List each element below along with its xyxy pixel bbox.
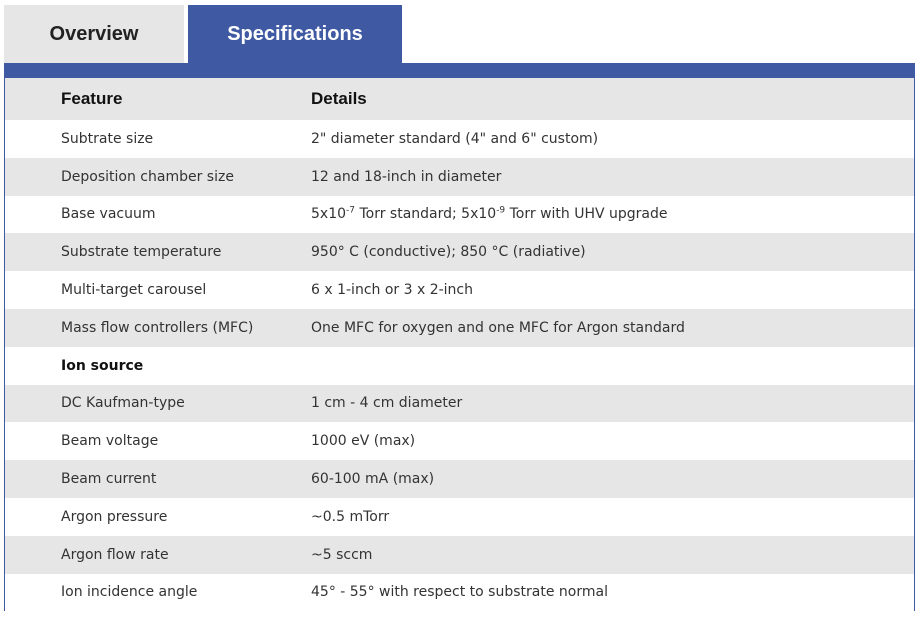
details-cell [311,196,914,234]
details-text: Torr with UHV upgrade [505,206,668,223]
table-row [5,385,914,423]
details-cell: 2" diameter standard (4" and 6" custom) [311,130,599,147]
exponent: -9 [496,205,506,216]
details-cell: 60-100 mA (max) [311,471,435,488]
details-cell: ~5 sccm [311,546,373,563]
table-row [5,574,914,612]
details-cell: ~0.5 mTorr [311,508,390,525]
feature-cell: DC Kaufman-type [61,395,185,412]
table-row [5,422,914,460]
section-heading: Ion source [61,357,144,374]
details-cell: 12 and 18-inch in diameter [311,168,502,185]
feature-cell: Substrate temperature [61,244,222,261]
feature-cell: Mass flow controllers (MFC) [61,319,254,336]
details-cell: 45° - 55° with respect to substrate normal [311,584,608,601]
details-cell: 6 x 1-inch or 3 x 2-inch [311,282,473,299]
specifications-panel [4,63,915,611]
details-cell: 1 cm - 4 cm diameter [311,395,463,412]
feature-cell: Deposition chamber size [61,168,234,185]
feature-cell: Subtrate size [61,130,154,147]
feature-cell: Argon pressure [61,508,168,525]
details-cell: 1000 eV (max) [311,433,416,450]
details-cell: One MFC for oxygen and one MFC for Argon standard [311,319,685,336]
feature-column-header: Feature [61,89,123,108]
feature-cell: Base vacuum [61,206,156,223]
details-cell [311,347,914,385]
tab-overview[interactable]: Overview [4,5,184,63]
specifications-table [5,78,914,611]
feature-cell: Beam current [61,471,157,488]
table-row [5,536,914,574]
feature-cell: Argon flow rate [61,546,169,563]
tab-specifications[interactable]: Specifications [188,5,402,63]
details-text: 5x10 [311,206,347,223]
table-row [5,460,914,498]
table-row [5,309,914,347]
table-row [5,233,914,271]
details-text: Torr standard; 5x10 [355,206,497,223]
feature-cell: Ion incidence angle [61,584,198,601]
details-cell: 950° C (conductive); 850 °C (radiative) [311,244,586,261]
table-row [5,196,914,234]
feature-cell: Beam voltage [61,433,159,450]
tab-bar [4,5,915,63]
table-row [5,120,914,158]
feature-cell: Multi-target carousel [61,282,207,299]
exponent: -7 [346,205,355,216]
table-row [5,498,914,536]
details-column-header: Details [311,89,367,108]
table-section-row [5,347,914,385]
table-header-row [5,78,914,120]
table-row [5,271,914,309]
table-row [5,158,914,196]
